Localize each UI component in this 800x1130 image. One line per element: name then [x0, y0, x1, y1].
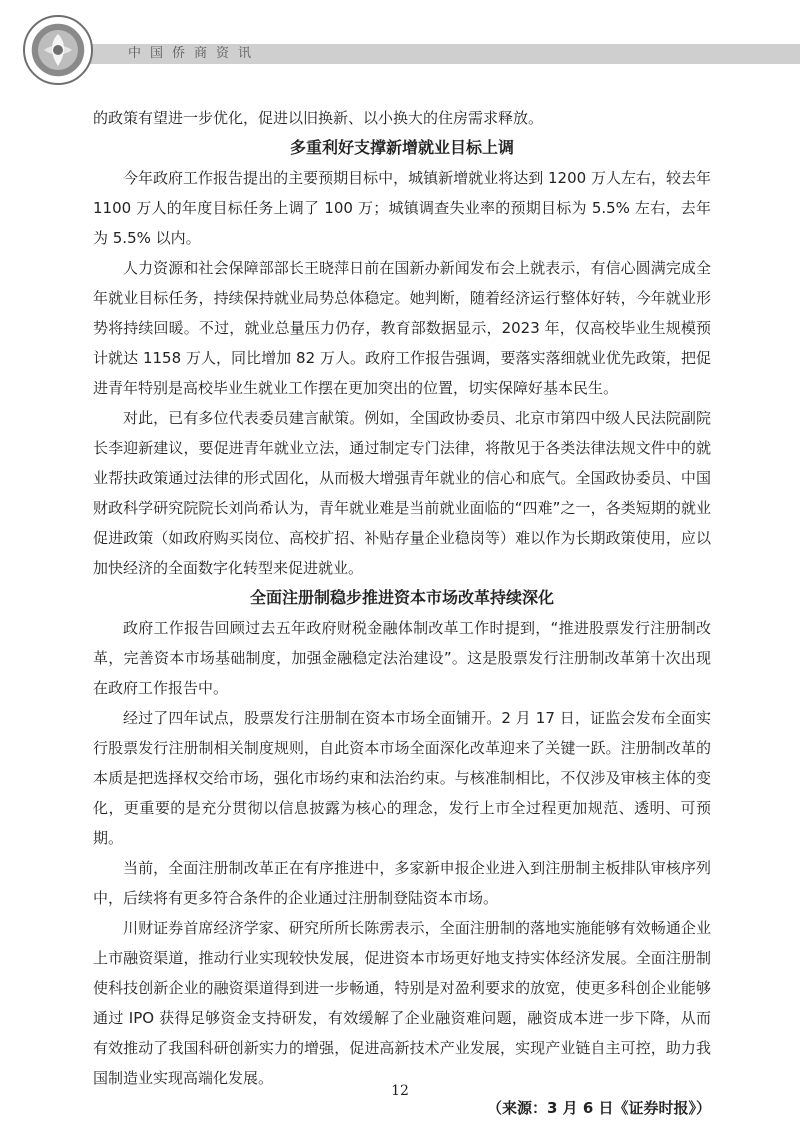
federation-logo-icon [22, 14, 94, 86]
page-number: 12 [391, 1083, 409, 1099]
page-header [0, 0, 800, 100]
section-heading-employment: 多重利好支撑新增就业目标上调 [289, 138, 514, 157]
header-title: 中国侨商资讯 [128, 46, 261, 61]
paragraph: 政府工作报告回顾过去五年政府财税金融体制改革工作时提到，“推进股票发行注册制改革，完善资本市场基础制度，加强金融稳定法治建设”。这是股票发行注册制改革第十次出现在政府工作报告中。 [93, 619, 711, 697]
paragraph: 对此，已有多位代表委员建言献策。例如，全国政协委员、北京市第四中级人民法院副院长李迎新建议，要促进青年就业立法，通过制定专门法律，将散见于各类法律法规文件中的就业帮扶政策通过法律的形式固化，从而极大增强青年就业的信心和底气。全国政协委员、中国财政科学研究院院长刘尚希认为，青年就业难是当前就业面临的“四难”之一，各类短期的就业促进政策（如政府购买岗位、高校扩招、补贴存量企业稳岗等）难以作为长期政策使用，应以加快经济的全面数字化转型来促进就业。 [93, 409, 711, 577]
paragraph: 经过了四年试点，股票发行注册制在资本市场全面铺开。2 月 17 日，证监会发布全面实行股票发行注册制相关制度规则，自此资本市场全面深化改革迎来了关键一跃。注册制改革的本质是把选择权交给市场，强化市场约束和法治约束。与核准制相比，不仅涉及审核主体的变化，更重要的是充分贯彻以信息披露为核心的理念，发行上市全过程更加规范、透明、可预期。 [93, 709, 711, 847]
intro-paragraph: 的政策有望进一步优化，促进以旧换新、以小换大的住房需求释放。 [93, 109, 544, 127]
article-body [93, 103, 711, 1123]
paragraph: 人力资源和社会保障部部长王晓萍日前在国新办新闻发布会上就表示，有信心圆满完成全年就业目标任务，持续保持就业局势总体稳定。她判断，随着经济运行整体好转，今年就业形势将持续回暖。不过，就业总量压力仍存，教育部数据显示，2023 年，仅高校毕业生规模预计就达 1158 万人，同比增加 82 万人。政府工作报告强调，要落实落细就业优先政策，把促进青年特别是高校毕业生就业工作摆在更加突出的位置，切实保障好基本民生。 [93, 259, 711, 397]
source-citation: （来源：3 月 6 日《证券时报》） [486, 1099, 711, 1117]
paragraph: 川财证券首席经济学家、研究所所长陈雳表示，全面注册制的落地实施能够有效畅通企业上市融资渠道，推动行业实现较快发展，促进资本市场更好地支持实体经济发展。全面注册制使科技创新企业的融资渠道得到进一步畅通，特别是对盈利要求的放宽，使更多科创企业能够通过 IPO 获得足够资金支持研发，有效缓解了企业融资难问题，融资成本进一步下降，从而有效推动了我国科研创新实力的增强，促进高新技术产业发展，实现产业链自主可控，助力我国制造业实现高端化发展。 [93, 919, 711, 1087]
paragraph: 当前，全面注册制改革正在有序推进中，多家新申报企业进入到注册制主板排队审核序列中，后续将有更多符合条件的企业通过注册制登陆资本市场。 [93, 859, 711, 907]
section-heading-registration: 全面注册制稳步推进资本市场改革持续深化 [249, 588, 554, 607]
paragraph: 今年政府工作报告提出的主要预期目标中，城镇新增就业将达到 1200 万人左右，较去年 1100 万人的年度目标任务上调了 100 万；城镇调查失业率的预期目标为 5.5% 左右，去年为 5.5% 以内。 [93, 169, 711, 247]
